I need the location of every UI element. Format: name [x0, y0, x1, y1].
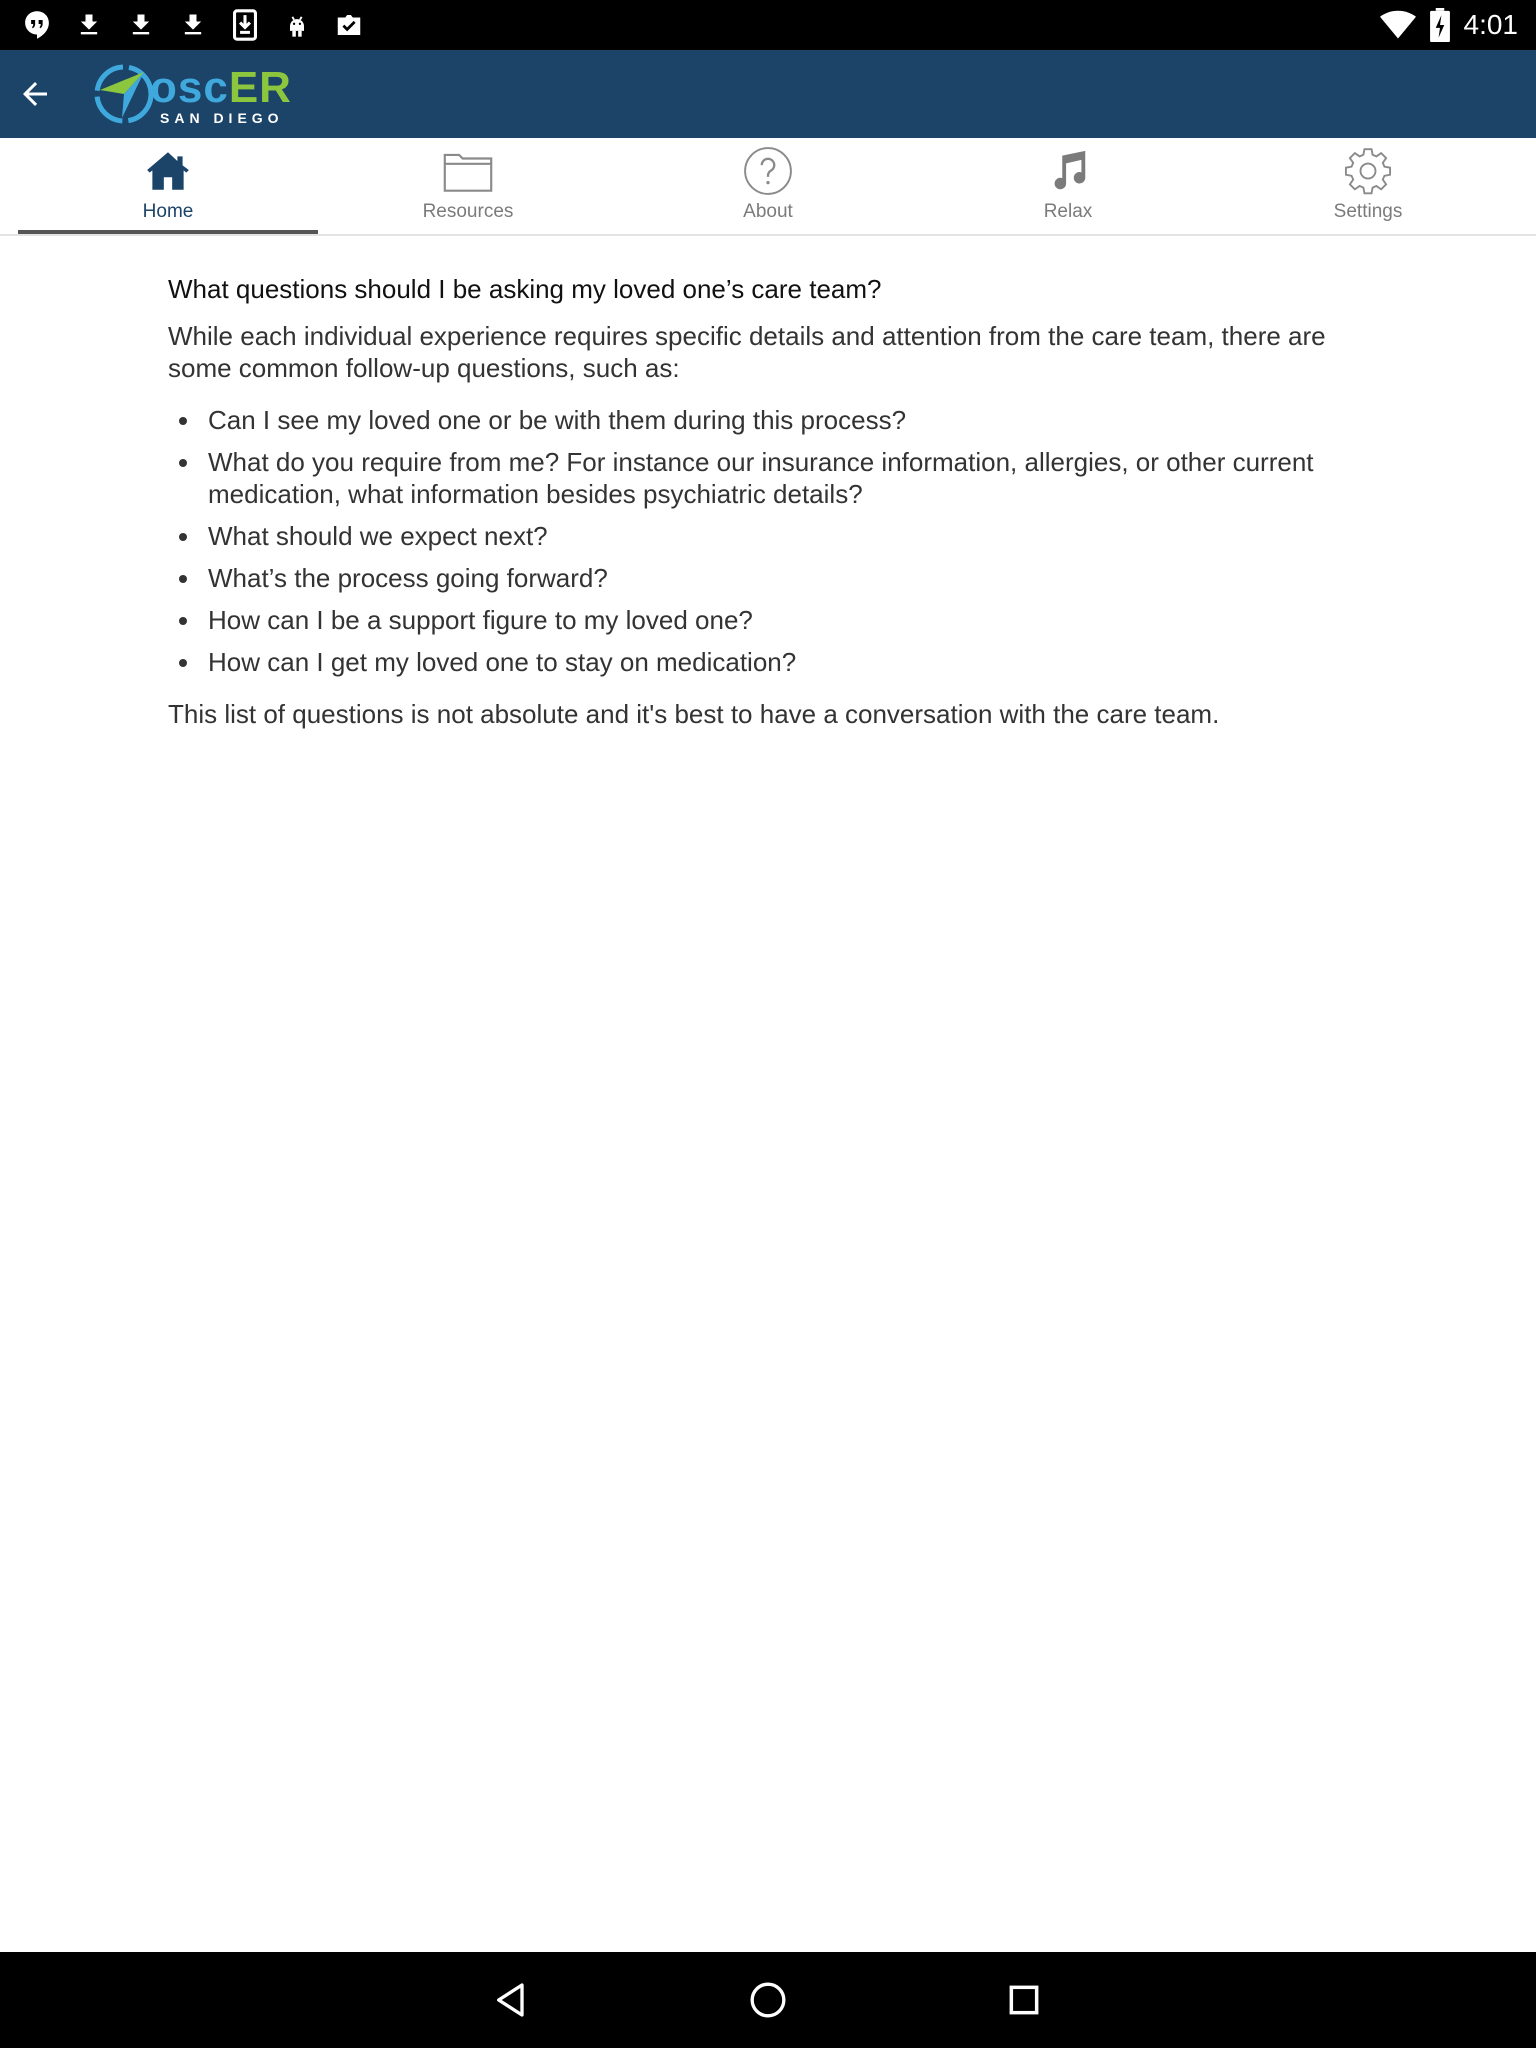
help-circle-icon	[743, 144, 793, 198]
tab-label: About	[743, 201, 793, 222]
list-item: What should we expect next?	[168, 520, 1368, 552]
status-bar	[0, 0, 1536, 50]
tab-bar	[0, 138, 1536, 236]
tab-resources[interactable]	[318, 138, 618, 234]
oscer-logo	[92, 60, 302, 128]
system-status	[1380, 6, 1519, 44]
download-icon	[72, 8, 106, 42]
clipboard-check-icon	[332, 8, 366, 42]
article-content	[168, 270, 1368, 730]
compass-logo-icon	[92, 60, 156, 128]
tab-label: Home	[142, 201, 194, 222]
arrow-left-icon	[17, 76, 53, 112]
logo-wordmark: oscER	[150, 63, 292, 112]
battery-charging-icon	[1430, 8, 1450, 42]
system-nav-bar	[0, 1952, 1536, 2048]
active-tab-indicator	[18, 230, 318, 234]
gear-icon	[1343, 144, 1393, 198]
back-triangle-icon	[492, 1980, 532, 2020]
hangouts-icon	[20, 8, 54, 42]
clock: 4:01	[1463, 9, 1518, 40]
app-bar	[0, 50, 1536, 138]
download-icon	[124, 8, 158, 42]
tab-label: Resources	[422, 201, 514, 222]
android-icon	[280, 8, 314, 42]
nav-recents-button[interactable]	[1000, 1976, 1048, 2024]
article-intro: While each individual experience requires specific details and attention from the care team, there are some common follow-up questions, such as:	[168, 321, 1326, 383]
recents-square-icon	[1005, 1981, 1043, 2019]
wifi-icon	[1380, 8, 1416, 42]
home-circle-icon	[748, 1980, 788, 2020]
list-item: What do you require from me? For instance our insurance information, allergies, or other current medication, what information besides psychiatric details?	[168, 446, 1368, 510]
article-closing: This list of questions is not absolute and it's best to have a conversation with the care team.	[168, 699, 1220, 729]
home-icon	[143, 144, 193, 198]
article-heading: What questions should I be asking my loved one’s care team?	[168, 274, 882, 304]
list-item: How can I get my loved one to stay on medication?	[168, 646, 1368, 678]
nav-back-button[interactable]	[488, 1976, 536, 2024]
questions-list	[168, 404, 1368, 678]
list-item: What’s the process going forward?	[168, 562, 1368, 594]
tab-label: Settings	[1333, 201, 1403, 222]
tab-about[interactable]	[618, 138, 918, 234]
folder-icon	[443, 144, 493, 198]
tab-home[interactable]	[18, 138, 318, 234]
list-item: Can I see my loved one or be with them during this process?	[168, 404, 1368, 436]
music-note-icon	[1043, 144, 1093, 198]
tab-label: Relax	[1043, 201, 1093, 222]
tab-settings[interactable]	[1218, 138, 1518, 234]
tab-relax[interactable]	[918, 138, 1218, 234]
notification-icons	[20, 8, 384, 42]
list-item: How can I be a support figure to my loved one?	[168, 604, 1368, 636]
nav-home-button[interactable]	[744, 1976, 792, 2024]
back-button[interactable]	[10, 69, 60, 119]
logo-subtitle: SAN DIEGO	[160, 110, 284, 126]
download-box-icon	[228, 8, 262, 42]
download-icon	[176, 8, 210, 42]
